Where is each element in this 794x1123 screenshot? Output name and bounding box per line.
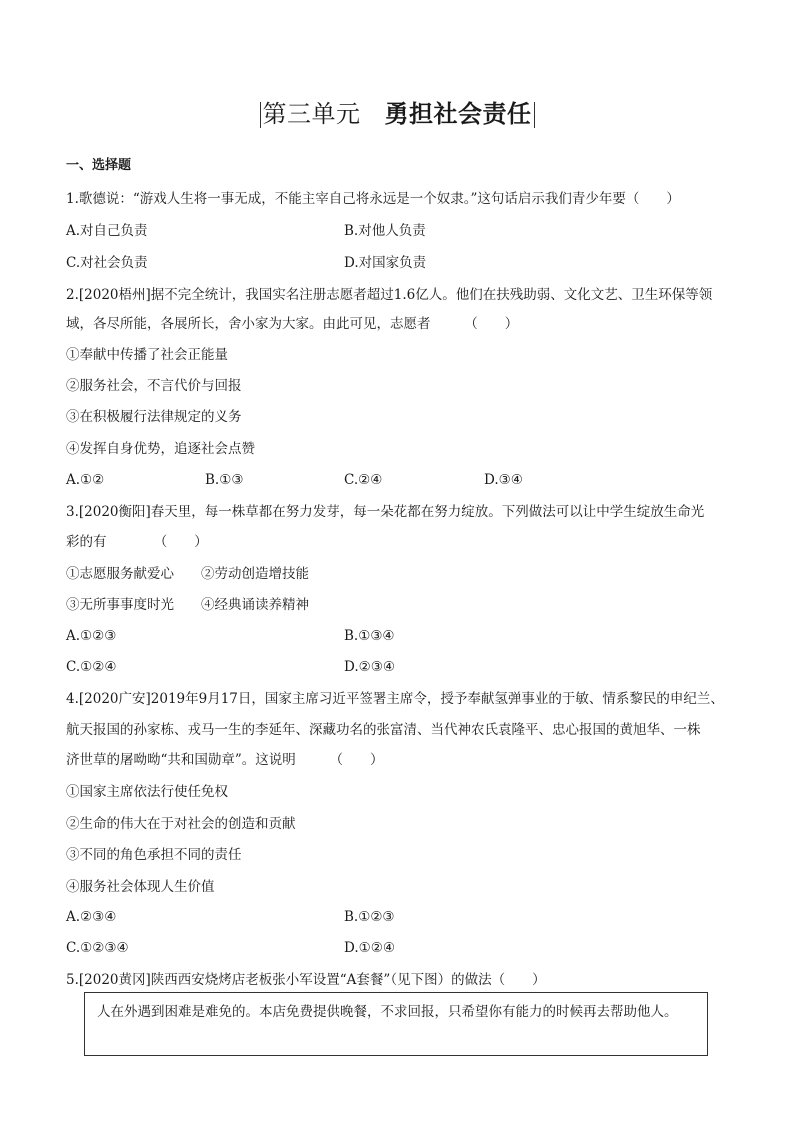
q3-statements-1-2: ①志愿服务献爱心 ②劳动创造增技能 <box>66 566 309 582</box>
q4-option-a: A.②③④ <box>66 909 117 925</box>
q3-stem-line1: 3.[2020衡阳]春天里，每一株草都在努力发芽，每一朵花都在努力绽放。下列做法可以让中学生绽放生命光 <box>66 504 705 520</box>
q1-option-b: B.对他人负责 <box>344 223 426 239</box>
q3-option-a: A.①②③ <box>66 628 117 644</box>
q1-option-d: D.对国家负责 <box>344 255 427 271</box>
q2-stem-line1: 2.[2020梧州]据不完全统计，我国实名注册志愿者超过1.6亿人。他们在扶残助弱、文化文艺、卫生环保等领 <box>66 287 713 303</box>
q1-stem: 1.歌德说：“游戏人生将一事无成，不能主宰自己将永远是一个奴隶。”这句话启示我们青少年要（ ） <box>66 191 680 207</box>
q4-option-b: B.①②③ <box>344 909 395 925</box>
q2-option-b: B.①③ <box>205 472 244 488</box>
q2-option-a: A.①② <box>66 472 105 488</box>
q1-option-a: A.对自己负责 <box>66 223 148 239</box>
q3-stem-line2: 彩的有 （ ） <box>66 534 208 550</box>
q2-statement-3: ③在积极履行法律规定的义务 <box>66 409 242 425</box>
unit-title-theme: 勇担社会责任 <box>384 100 532 128</box>
q2-statement-2: ②服务社会，不言代价与回报 <box>66 378 242 394</box>
q1-option-c: C.对社会负责 <box>66 255 148 271</box>
q2-statement-4: ④发挥自身优势，追逐社会点赞 <box>66 441 255 457</box>
q4-option-d: D.①②④ <box>344 940 395 956</box>
unit-title <box>0 96 794 132</box>
q4-stem-line2: 航天报国的孙家栋、戎马一生的李延年、深藏功名的张富清、当代神农氏袁隆平、忠心报国的黄旭华、一株 <box>66 722 701 738</box>
title-bar-left <box>260 102 261 128</box>
q4-statement-2: ②生命的伟大在于对社会的创造和贡献 <box>66 816 296 832</box>
q5-sign-text: 人在外遇到困难是难免的。本店免费提供晚餐，不求回报，只希望你有能力的时候再去帮助他人。 <box>97 1004 678 1020</box>
section-heading: 一、选择题 <box>66 158 132 173</box>
q4-stem-line3: 济世草的屠呦呦“共和国勋章”。这说明 （ ） <box>66 752 384 768</box>
q4-option-c: C.①②③④ <box>66 940 129 956</box>
q5-sign-box <box>84 992 708 1056</box>
q2-option-d: D.③④ <box>484 472 523 488</box>
title-bar-right <box>534 102 535 128</box>
q4-statement-1: ①国家主席依法行使任免权 <box>66 784 228 800</box>
q4-statement-3: ③不同的角色承担不同的责任 <box>66 847 242 863</box>
q4-statement-4: ④服务社会体现人生价值 <box>66 879 215 895</box>
q3-option-c: C.①②④ <box>66 659 117 675</box>
q2-option-c: C.②④ <box>344 472 383 488</box>
q3-option-d: D.②③④ <box>344 659 395 675</box>
q2-stem-line2: 域，各尽所能，各展所长，舍小家为大家。由此可见，志愿者 （ ） <box>66 316 519 332</box>
q2-statement-1: ①奉献中传播了社会正能量 <box>66 347 228 363</box>
unit-title-number: 第三单元 <box>262 100 361 128</box>
q5-stem: 5.[2020黄冈]陕西西安烧烤店老板张小军设置“A套餐”（见下图）的做法（ ） <box>66 972 546 988</box>
q3-statements-3-4: ③无所事事度时光 ④经典诵读养精神 <box>66 597 309 613</box>
q4-stem-line1: 4.[2020广安]2019年9月17日，国家主席习近平签署主席令，授予奉献氢弹事业的于敏、情系黎民的申纪兰、 <box>66 691 724 707</box>
q3-option-b: B.①③④ <box>344 628 395 644</box>
